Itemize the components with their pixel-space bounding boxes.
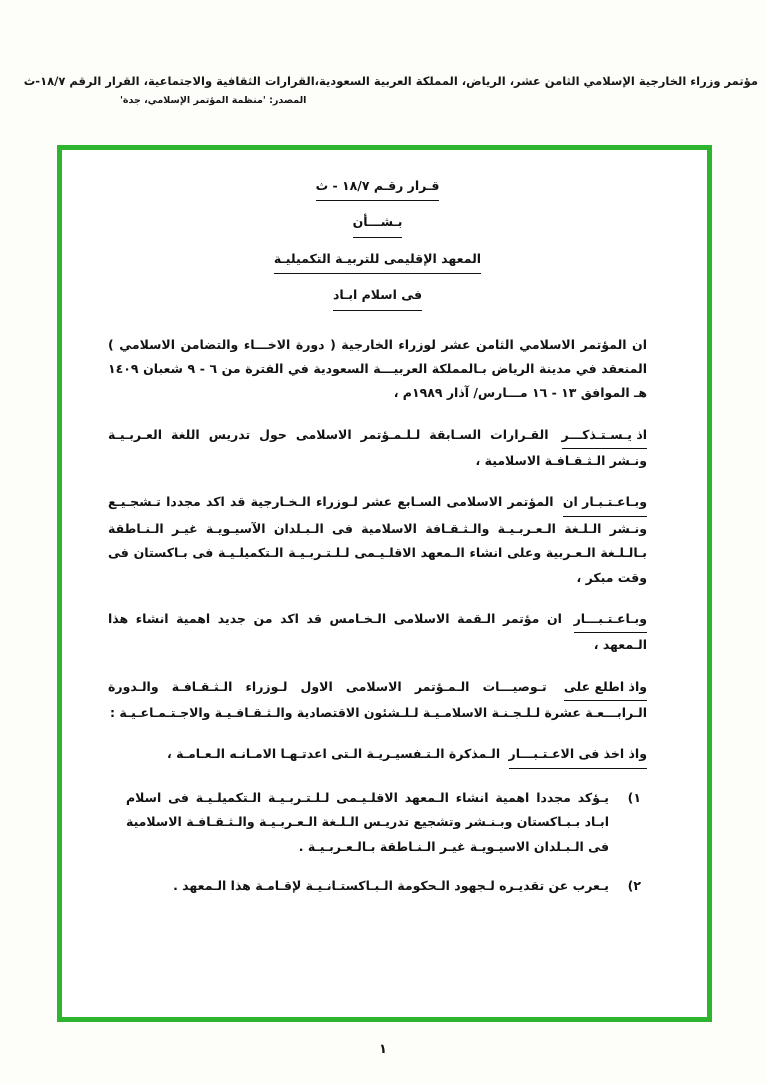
location-text: فى اسلام ابـاد xyxy=(333,283,422,310)
paragraph-recalling-body: القـرارات السـابقة لـلـمـؤتمر الاسلامى حول تدريس اللغة العـربـيـة ونـشر الـثـقـافـة الاسلامية ، xyxy=(108,426,647,468)
resolution-number-title xyxy=(108,174,647,201)
opening-paragraph-text: ان المؤتمر الاسلامي الثامن عشر لوزراء الخارجية ( دورة الاخـــاء والتضامن الاسلامي ) المنعقد في مدينة الرياض بـالمملكة العربيـــة السعودية في الفترة من ٦ - ٩ شعبان ١٤٠٩ هـ الموافق ١٣ - ١٦ مـــارس/ آذار ١٩٨٩م ، xyxy=(108,336,647,401)
paragraph-recalling xyxy=(108,423,647,474)
resolution-item-2-text: يـعرب عن تقديـره لـجهود الـحكومة الـبـاكستـانـيـة لإقـامـة هذا الـمعهد . xyxy=(173,877,609,893)
paragraph-reviewed xyxy=(108,675,647,726)
paragraph-considering-2-lead: وبـاعـتـبـــار xyxy=(574,607,647,633)
paragraph-reviewed-lead: واذ اطلع على xyxy=(564,675,647,701)
paragraph-considering-1-lead: وبـاعـتـبـار ان xyxy=(563,490,647,516)
institute-text: المعهد الإقليمى للتربيـة التكميليـة xyxy=(274,247,481,274)
resolution-item-2 xyxy=(126,874,641,898)
citation-title: مؤتمر وزراء الخارجية الإسلامي الثامن عشر، الرياض، المملكة العربية السعودية،القرارات الثقافية والاجتماعية، القرار الرقم ١٨/٧-ث xyxy=(23,74,758,88)
resolution-item-1-text: يـؤكد مجددا اهمية انشاء الـمعهد الاقلـيـمى لـلـتـربـيـة الـتكميلـيـة فى اسلام ابـاد بـبـاكستان وبـنـشر وتشجيع تدريـس الـلـغة الـعـربـيـة والـثـقـافـة الاسلامية فى الـبـلدان الاسيـويـة غيـر الـنـاطقة بـالـعـربـيـة . xyxy=(126,789,609,854)
regarding-text: بـشـــأن xyxy=(353,210,403,237)
resolution-item-1-number: ١) xyxy=(627,789,641,805)
resolution-item-2-number: ٢) xyxy=(627,877,641,893)
paragraph-considering-2-body: ان مؤتمر الـقمة الاسلامى الـخـامس قد اكد من جديد اهمية انشاء هذا الـمعهد ، xyxy=(108,610,647,653)
paragraph-recalling-lead: اذ يـسـتـذكـــر xyxy=(562,423,647,449)
paragraph-considering-2 xyxy=(108,607,647,658)
document-title-block xyxy=(108,174,647,311)
document-frame xyxy=(57,145,712,1022)
paragraph-reviewed-body: تـوصيـــات الـمـؤتمر الاسلامى الاول لـوزراء الـثـقـافـة والـدورة الـرابـــعـة عشرة لـلـجـنـة الاسلامـيـة لـلـشئون الاقتصادية والـثـقـافـيـة والاجـتـمـاعـيـة : xyxy=(108,678,647,720)
regarding-title xyxy=(108,210,647,237)
paragraph-taking-into-account-body: الـمذكرة الـتـفسيـريـة الـتى اعدتـهـا الامـانـه الـعـامـة ، xyxy=(167,746,501,762)
page-number: ١ xyxy=(379,1042,387,1057)
opening-paragraph xyxy=(108,333,647,406)
citation-header xyxy=(8,74,758,106)
paragraph-taking-into-account-lead: واذ اخذ فى الاعـتـبـــار xyxy=(509,742,647,768)
resolution-number-text: قـرار رقـم ١٨/٧ - ث xyxy=(316,174,440,201)
institute-title xyxy=(108,247,647,274)
document-content xyxy=(62,150,707,898)
citation-source: المصدر: 'منظمة المؤتمر الإسلامي، جدة' xyxy=(120,94,307,106)
paragraph-taking-into-account xyxy=(108,742,647,768)
resolution-item-1 xyxy=(126,786,641,859)
resolution-items xyxy=(108,786,647,899)
paragraph-considering-1 xyxy=(108,490,647,590)
paragraph-considering-1-body: المؤتمر الاسلامى السـابع عشر لـوزراء الـخـارجية قد اكد مجددا تـشجـيـع ونـشر الـلـغة الـعـربـيـة والـثـقـافة الاسلامية فى الـبـلدان الآسيـويـة غيـر الـنـاطقة بـالـلـغة الـعـربية وعلى انشاء الـمعهد الاقلـيـمى لـلـتـربـيـة الـتكميلـيـة فى بـاكستان فى وقت مبكر ، xyxy=(108,494,647,585)
location-title xyxy=(108,283,647,310)
